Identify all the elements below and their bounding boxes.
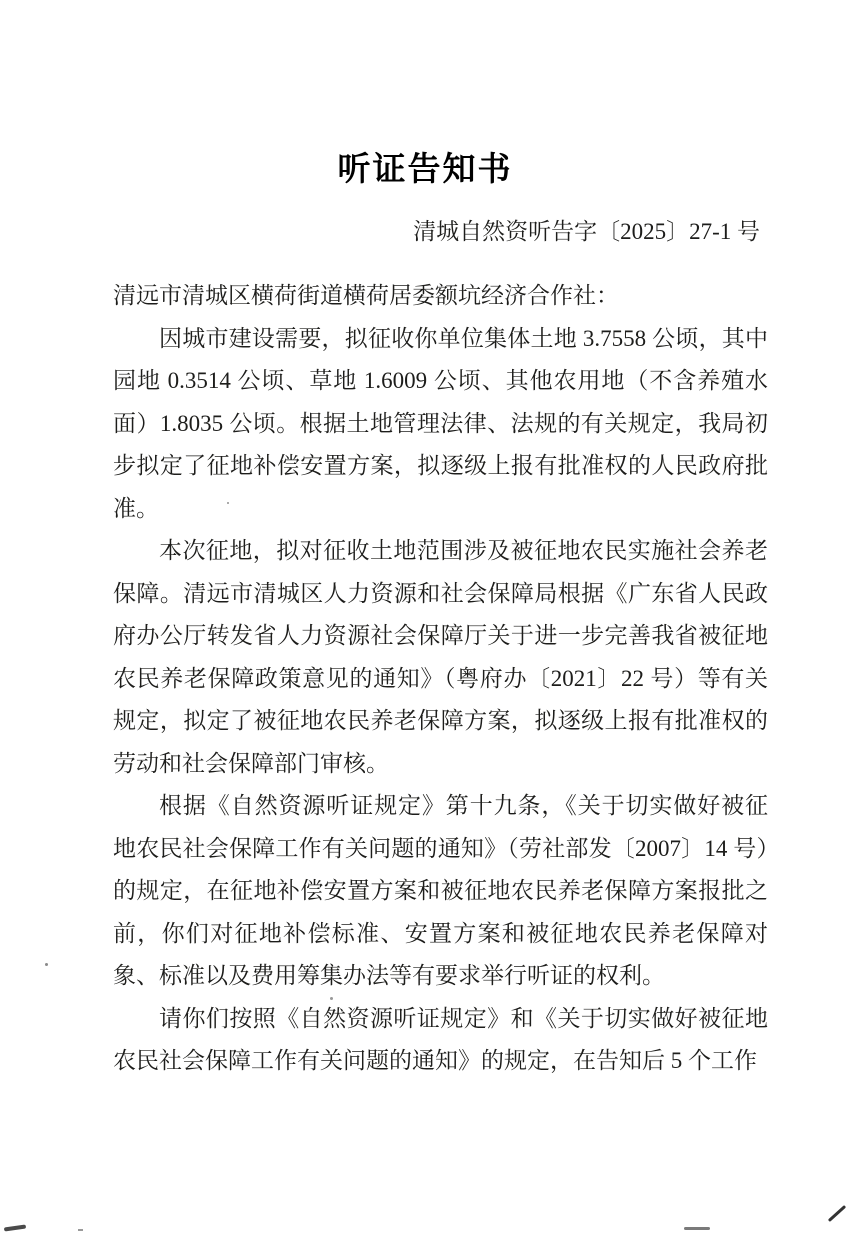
paragraph-hearing-rights: 根据《自然资源听证规定》第十九条，《关于切实做好被征地农民社会保障工作有关问题的通知》（劳社部发〔2007〕14 号）的规定，在征地补偿安置方案和被征地农民养老保障方案报批之前，你们对征地补偿标准、安置方案和被征地农民养老保障对象、标准以及费用筹集办法等有要求举行听证的权利。: [113, 793, 768, 988]
scan-noise-speck: [78, 1229, 83, 1231]
scan-noise-stroke: [828, 1205, 846, 1222]
scan-noise-speck: [227, 502, 229, 504]
paragraph-pension-plan: 本次征地，拟对征收土地范围涉及被征地农民实施社会养老保障。清远市清城区人力资源和社会保障局根据《广东省人民政府办公厅转发省人力资源社会保障厅关于进一步完善我省被征地农民养老保障政策意见的通知》（粤府办〔2021〕22 号）等有关规定，拟定了被征地农民养老保障方案，拟逐级上报有批准权的劳动和社会保障部门审核。: [113, 538, 768, 776]
scan-noise-dash: [684, 1227, 710, 1230]
scan-noise-dash: [4, 1224, 26, 1231]
addressee-line: 清远市清城区横荷街道横荷居委额坑经济合作社：: [113, 283, 619, 308]
scan-noise-speck: [45, 963, 48, 966]
document-number: 清城自然资听告字〔2025〕27-1 号: [413, 219, 760, 244]
document-body: [113, 275, 768, 1083]
document-title: 听证告知书: [337, 150, 513, 187]
paragraph-hearing-instruction: 请你们按照《自然资源听证规定》和《关于切实做好被征地农民社会保障工作有关问题的通知》的规定，在告知后 5 个工作: [113, 1005, 768, 1073]
scan-noise-speck: [330, 997, 333, 1000]
paragraph-land-acquisition: 因城市建设需要，拟征收你单位集体土地 3.7558 公顷，其中园地 0.3514 公顷、草地 1.6009 公顷、其他农用地（不含养殖水面）1.8035 公顷。根据土地管理法律、法规的有关规定，我局初步拟定了征地补偿安置方案，拟逐级上报有批准权的人民政府批准。: [113, 325, 768, 521]
